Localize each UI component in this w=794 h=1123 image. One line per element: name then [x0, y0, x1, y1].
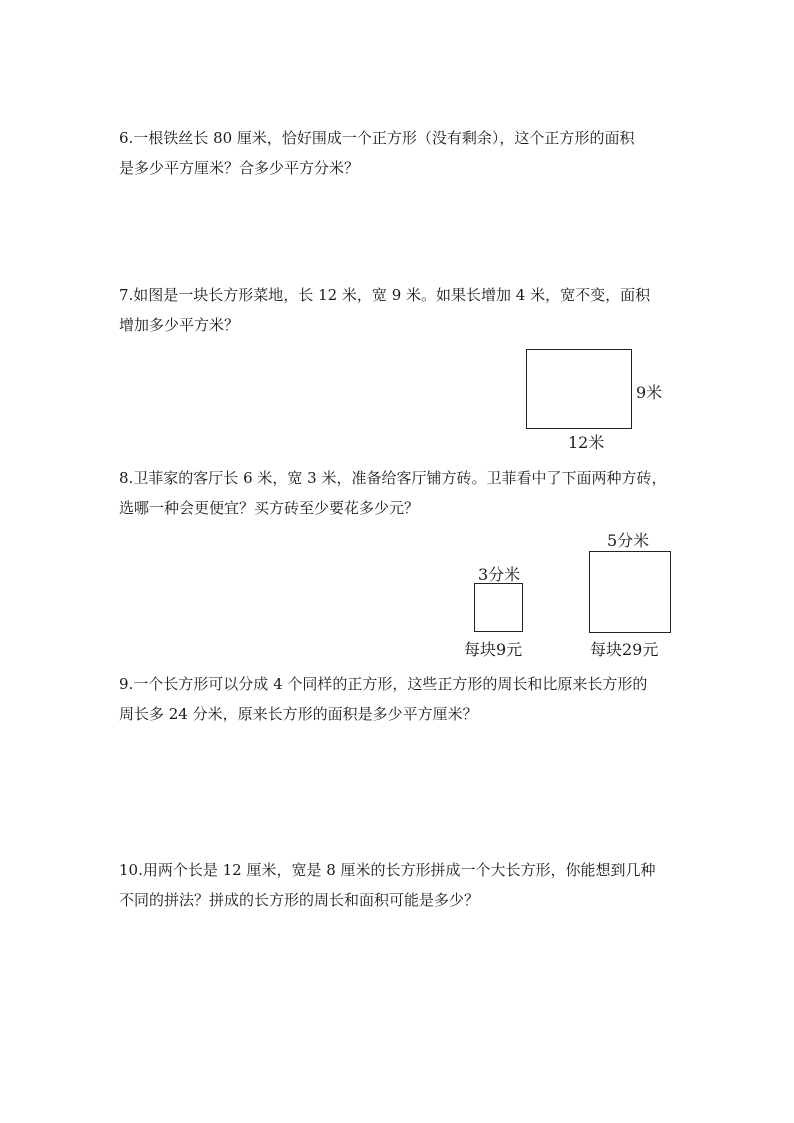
problem-7-line-2: 增加多少平方米？: [119, 316, 240, 334]
small-tile-square: [474, 583, 523, 632]
plot-height-label: 9米: [636, 383, 663, 402]
plot-width-label: 12米: [568, 433, 605, 452]
small-tile-price-label: 每块9元: [464, 640, 523, 659]
problem-10-line-1: 10.用两个长是 12 厘米，宽是 8 厘米的长方形拼成一个大长方形，你能想到几种: [119, 861, 656, 879]
problem-10-line-2: 不同的拼法？拼成的长方形的周长和面积可能是多少？: [119, 891, 480, 909]
large-tile-price-label: 每块29元: [590, 640, 659, 659]
problem-8-line-2: 选哪一种会更便宜？买方砖至少要花多少元？: [119, 499, 420, 517]
problem-9-line-2: 周长多 24 分米，原来长方形的面积是多少平方厘米？: [119, 705, 478, 723]
problem-6: [119, 123, 679, 183]
problem-8: [119, 463, 679, 523]
problem-6-line-2: 是多少平方厘米？合多少平方分米？: [119, 159, 360, 177]
problem-6-line-1: 6.一根铁丝长 80 厘米，恰好围成一个正方形（没有剩余），这个正方形的面积: [119, 129, 635, 147]
small-tile-size-label: 3分米: [478, 565, 521, 584]
problem-9: [119, 669, 679, 729]
large-tile-square: [589, 551, 671, 633]
problem-7-line-1: 7.如图是一块长方形菜地，长 12 米，宽 9 米。如果长增加 4 米，宽不变，面积: [119, 286, 651, 304]
problem-8-line-1: 8.卫菲家的客厅长 6 米，宽 3 米，准备给客厅铺方砖。卫菲看中了下面两种方砖，: [119, 469, 667, 487]
problem-9-line-1: 9.一个长方形可以分成 4 个同样的正方形，这些正方形的周长和比原来长方形的: [119, 675, 648, 693]
problem-7: [119, 280, 679, 340]
problem-10: [119, 855, 679, 915]
vegetable-plot-rectangle: [526, 349, 632, 429]
large-tile-size-label: 5分米: [607, 531, 650, 550]
